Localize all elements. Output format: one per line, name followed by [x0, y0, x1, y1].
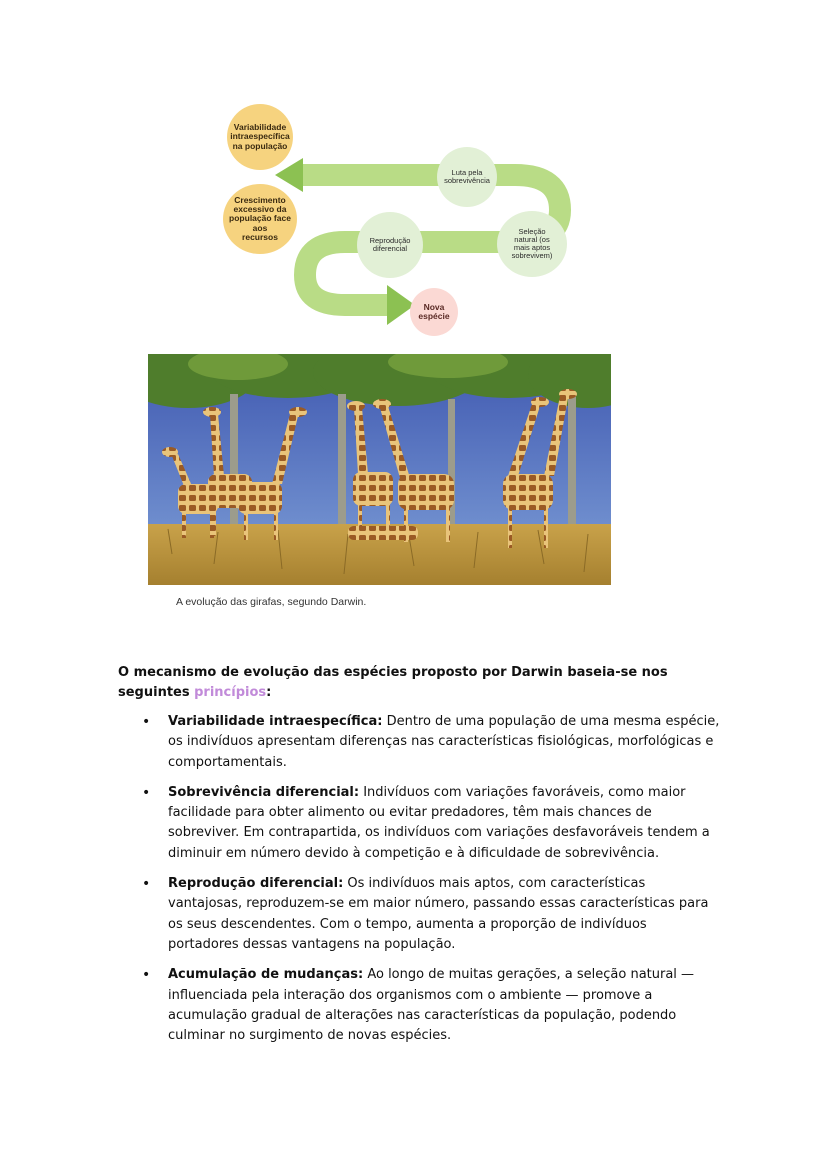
list-item-body: Indivíduos com variações favoráveis, como maior facilidade para obter alimento ou evitar predadores, têm mais chances de sobreviver. Em contrapartida, os indivíduos com variações desfavoráveis tendem a diminuir em número devido à competição e à dificuldade de sobrevivência. [168, 784, 710, 861]
intro-accent-word: princípios [194, 685, 267, 700]
list-item [140, 874, 720, 955]
principles-list [140, 712, 720, 1056]
intro-paragraph [118, 663, 718, 703]
node-new-species: Nova espécie [410, 288, 458, 336]
node-variability: Variabilidade intraespecífica na população [227, 104, 293, 170]
evolution-flow-diagram [215, 100, 575, 340]
intro-colon: : [266, 685, 272, 700]
intro-text: O mecanismo de evolução das espécies proposto por Darwin baseia-se nos seguintes [118, 665, 668, 700]
list-item-term: Reprodução diferencial: [168, 876, 344, 892]
list-item-body: Dentro de uma população de uma mesma espécie, os indivíduos apresentam diferenças nas características fisiológicas, morfológicas e comportamentais. [168, 714, 720, 770]
list-item-term: Sobrevivência diferencial: [168, 784, 360, 800]
list-item [140, 965, 720, 1046]
node-differential-reproduction: Reprodução diferencial [357, 212, 423, 278]
photo-caption: A evolução das girafas, segundo Darwin. [176, 596, 367, 608]
list-item-term: Variabilidade intraespecífica: [168, 714, 383, 729]
node-natural-selection: Seleção natural (os mais aptos sobrevivem) [497, 211, 567, 277]
list-item [140, 783, 720, 864]
list-item-term: Acumulação de mudanças: [168, 967, 364, 983]
node-struggle: Luta pela sobrevivência [437, 147, 497, 207]
list-item [140, 712, 720, 773]
list-item-body: Os indivíduos mais aptos, com características vantajosas, reproduzem-se em maior número, passando essas características para os seus descendentes. Com o tempo, aumenta a proporção de indivíduos portadores dessas vantagens na população. [168, 876, 709, 952]
giraffe-illustration [148, 354, 611, 585]
node-population-growth: Crescimento excessivo da população face aos recursos [223, 184, 297, 254]
list-item-body: Ao longo de muitas gerações, a seleção natural — influenciada pela interação dos organismos com o ambiente — promove a acumulação gradual de alterações nas características da população, podendo culminar no surgimento de novas espécies. [168, 967, 695, 1044]
